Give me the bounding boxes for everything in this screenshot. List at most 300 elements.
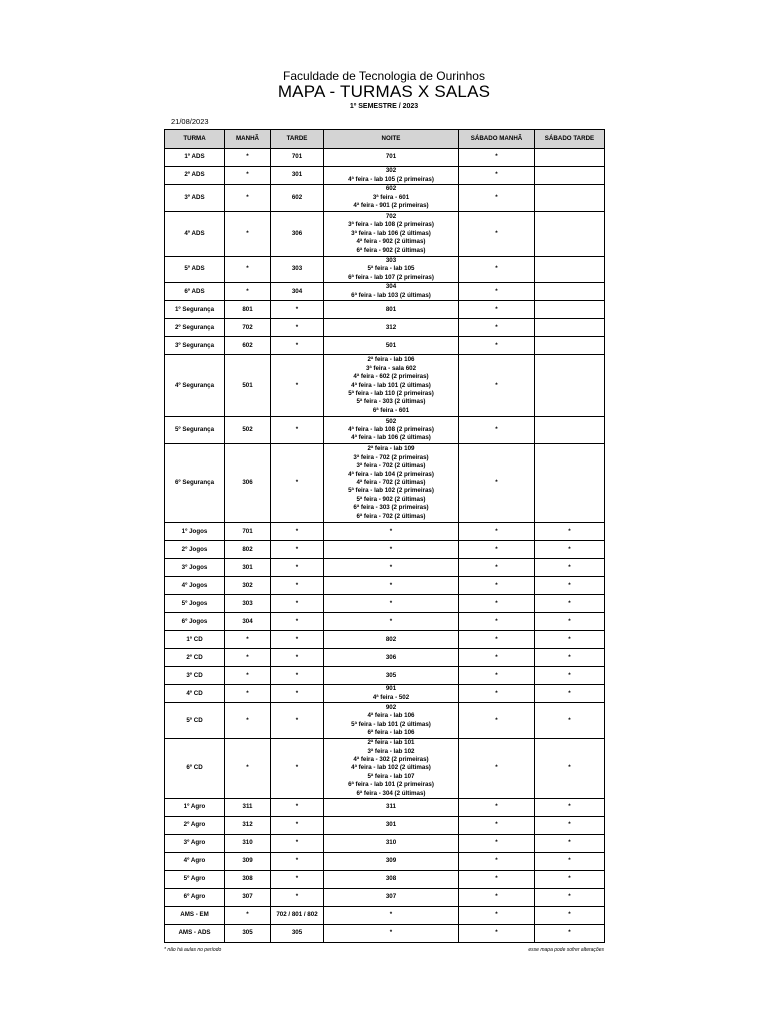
cell-noite <box>324 577 459 595</box>
cell-sabado-tarde: * <box>535 541 605 559</box>
cell-manha: * <box>225 212 271 257</box>
table-row <box>165 925 605 943</box>
document-date: 21/08/2023 <box>171 117 209 126</box>
cell-turma: 6º Agro <box>165 889 225 907</box>
table-row <box>165 853 605 871</box>
noite-line: 5ª feira - 902 (2 últimas) <box>356 495 426 503</box>
cell-tarde: 305 <box>271 925 324 943</box>
cell-sabado-manha: * <box>459 337 535 355</box>
noite-line: 801 <box>385 305 397 313</box>
cell-sabado-tarde: * <box>535 871 605 889</box>
cell-tarde: * <box>271 577 324 595</box>
cell-tarde: * <box>271 559 324 577</box>
cell-sabado-tarde <box>535 319 605 337</box>
cell-manha: 309 <box>225 853 271 871</box>
table-row <box>165 523 605 541</box>
noite-line: 3ª feira - lab 108 (2 primeiras) <box>348 221 434 229</box>
cell-manha: * <box>225 685 271 703</box>
cell-manha: * <box>225 649 271 667</box>
cell-sabado-tarde <box>535 444 605 523</box>
cell-sabado-manha: * <box>459 444 535 523</box>
cell-sabado-manha: * <box>459 301 535 319</box>
institution-name: Faculdade de Tecnologia de Ourinhos <box>283 69 485 83</box>
cell-noite <box>324 799 459 817</box>
cell-manha: * <box>225 703 271 739</box>
cell-turma: 3º ADS <box>165 185 225 212</box>
table-row <box>165 799 605 817</box>
cell-tarde: * <box>271 541 324 559</box>
noite-line: 3ª feira - 702 (2 primeiras) <box>353 453 429 461</box>
noite-line: 2ª feira - lab 101 <box>367 739 415 747</box>
noite-line: 602 <box>385 185 397 193</box>
noite-line: 3ª feira - 702 (2 últimas) <box>356 462 426 470</box>
cell-noite <box>324 703 459 739</box>
cell-manha: 304 <box>225 613 271 631</box>
noite-line: 502 <box>385 417 397 425</box>
noite-line: 6ª feira - lab 103 (2 últimas) <box>351 291 431 299</box>
cell-noite <box>324 667 459 685</box>
cell-turma: AMS - ADS <box>165 925 225 943</box>
cell-sabado-tarde <box>535 337 605 355</box>
table-body <box>165 149 605 943</box>
cell-sabado-manha: * <box>459 649 535 667</box>
footnote-no-classes: * não há aulas no período <box>164 947 222 953</box>
cell-noite <box>324 853 459 871</box>
cell-sabado-manha: * <box>459 613 535 631</box>
table-row <box>165 444 605 523</box>
cell-manha: 602 <box>225 337 271 355</box>
cell-turma: 2º CD <box>165 649 225 667</box>
noite-line: 6ª feira - 601 <box>372 406 410 414</box>
cell-sabado-manha: * <box>459 417 535 444</box>
noite-line: * <box>389 599 393 607</box>
cell-noite <box>324 185 459 212</box>
cell-noite <box>324 417 459 444</box>
cell-manha: * <box>225 667 271 685</box>
cell-sabado-tarde: * <box>535 889 605 907</box>
cell-noite <box>324 907 459 925</box>
cell-sabado-tarde <box>535 301 605 319</box>
cell-sabado-tarde <box>535 212 605 257</box>
noite-line: 6ª feira - lab 107 (2 primeiras) <box>348 273 434 281</box>
cell-noite <box>324 523 459 541</box>
noite-line: 4ª feira - lab 106 (2 últimas) <box>351 434 431 442</box>
noite-line: 4ª feira - 502 <box>372 693 410 701</box>
cell-tarde: 303 <box>271 257 324 283</box>
noite-line: 4ª feira - 902 (2 últimas) <box>356 238 426 246</box>
table-row <box>165 337 605 355</box>
cell-sabado-tarde <box>535 149 605 167</box>
cell-sabado-manha: * <box>459 871 535 889</box>
cell-manha: 307 <box>225 889 271 907</box>
cell-tarde: * <box>271 301 324 319</box>
cell-noite <box>324 149 459 167</box>
table-row <box>165 257 605 283</box>
cell-tarde: 702 / 801 / 802 <box>271 907 324 925</box>
cell-sabado-tarde: * <box>535 835 605 853</box>
cell-sabado-tarde: * <box>535 631 605 649</box>
noite-line: 6ª feira - 902 (2 últimas) <box>356 246 426 254</box>
noite-line: 701 <box>385 153 397 161</box>
cell-turma: 1º Agro <box>165 799 225 817</box>
cell-turma: 6º Jogos <box>165 613 225 631</box>
cell-manha: 306 <box>225 444 271 523</box>
table-row <box>165 417 605 444</box>
cell-manha: * <box>225 907 271 925</box>
cell-turma: 2º ADS <box>165 167 225 185</box>
cell-sabado-manha: * <box>459 595 535 613</box>
noite-line: 4ª feira - 901 (2 primeiras) <box>353 202 429 210</box>
cell-sabado-tarde <box>535 167 605 185</box>
table-row <box>165 739 605 799</box>
table-row <box>165 703 605 739</box>
table-row <box>165 907 605 925</box>
cell-noite <box>324 444 459 523</box>
cell-sabado-manha: * <box>459 212 535 257</box>
cell-manha: * <box>225 185 271 212</box>
cell-manha: 501 <box>225 355 271 417</box>
cell-sabado-manha: * <box>459 319 535 337</box>
noite-line: * <box>389 911 393 919</box>
cell-noite <box>324 212 459 257</box>
noite-line: 301 <box>385 821 397 829</box>
cell-tarde: * <box>271 444 324 523</box>
table-row <box>165 889 605 907</box>
table-row <box>165 541 605 559</box>
noite-line: 3ª feira - lab 106 (2 últimas) <box>351 229 431 237</box>
noite-line: 901 <box>385 685 397 693</box>
cell-turma: 4º ADS <box>165 212 225 257</box>
table-row <box>165 319 605 337</box>
noite-line: 309 <box>385 857 397 865</box>
noite-line: 4ª feira - lab 108 (2 primeiras) <box>348 426 434 434</box>
cell-sabado-manha: * <box>459 739 535 799</box>
cell-turma: 5º CD <box>165 703 225 739</box>
column-header-turma: TURMA <box>165 130 225 149</box>
cell-manha: 310 <box>225 835 271 853</box>
noite-line: 3ª feira - sala 602 <box>365 364 417 372</box>
cell-tarde: * <box>271 703 324 739</box>
cell-noite <box>324 739 459 799</box>
table-row <box>165 631 605 649</box>
cell-sabado-manha: * <box>459 799 535 817</box>
noite-line: 3ª feira - 601 <box>372 193 410 201</box>
noite-line: * <box>389 581 393 589</box>
table-row <box>165 301 605 319</box>
noite-line: 6ª feira - 702 (2 últimas) <box>356 512 426 520</box>
noite-line: * <box>389 563 393 571</box>
page-title: MAPA - TURMAS X SALAS <box>277 82 491 101</box>
cell-noite <box>324 337 459 355</box>
cell-noite <box>324 319 459 337</box>
cell-manha: 305 <box>225 925 271 943</box>
cell-noite <box>324 889 459 907</box>
noite-line: 6ª feira - 304 (2 últimas) <box>356 789 426 797</box>
cell-sabado-tarde: * <box>535 739 605 799</box>
cell-tarde: 701 <box>271 149 324 167</box>
cell-tarde: 306 <box>271 212 324 257</box>
cell-noite <box>324 257 459 283</box>
cell-turma: 3º Jogos <box>165 559 225 577</box>
cell-turma: 6º CD <box>165 739 225 799</box>
cell-turma: 1º Segurança <box>165 301 225 319</box>
noite-line: 501 <box>385 341 397 349</box>
cell-manha: 308 <box>225 871 271 889</box>
cell-tarde: * <box>271 889 324 907</box>
table-row <box>165 649 605 667</box>
cell-noite <box>324 595 459 613</box>
cell-sabado-manha: * <box>459 167 535 185</box>
table-row <box>165 613 605 631</box>
cell-noite <box>324 649 459 667</box>
noite-line: 5ª feira - lab 101 (2 últimas) <box>351 720 431 728</box>
cell-noite <box>324 925 459 943</box>
table-row <box>165 595 605 613</box>
noite-line: * <box>389 545 393 553</box>
noite-line: 5ª feira - lab 107 <box>367 772 415 780</box>
cell-sabado-tarde: * <box>535 925 605 943</box>
cell-manha: 302 <box>225 577 271 595</box>
noite-line: 2ª feira - lab 106 <box>367 356 415 364</box>
cell-turma: 4º Agro <box>165 853 225 871</box>
cell-sabado-manha: * <box>459 853 535 871</box>
noite-line: 902 <box>385 703 397 711</box>
cell-tarde: * <box>271 667 324 685</box>
noite-line: 306 <box>385 653 397 661</box>
noite-line: 702 <box>385 212 397 220</box>
cell-manha: 701 <box>225 523 271 541</box>
table-row <box>165 149 605 167</box>
cell-tarde: * <box>271 649 324 667</box>
table-row <box>165 185 605 212</box>
column-header-noite: NOITE <box>324 130 459 149</box>
table-row <box>165 559 605 577</box>
cell-tarde: * <box>271 853 324 871</box>
cell-turma: 3º Segurança <box>165 337 225 355</box>
column-header-manha: MANHÃ <box>225 130 271 149</box>
cell-sabado-tarde: * <box>535 559 605 577</box>
table-row <box>165 685 605 703</box>
cell-tarde: * <box>271 337 324 355</box>
cell-sabado-tarde: * <box>535 853 605 871</box>
noite-line: 302 <box>385 167 397 175</box>
cell-sabado-manha: * <box>459 185 535 212</box>
cell-manha: * <box>225 257 271 283</box>
cell-noite <box>324 301 459 319</box>
cell-turma: 6º Segurança <box>165 444 225 523</box>
cell-noite <box>324 559 459 577</box>
cell-sabado-manha: * <box>459 631 535 649</box>
cell-sabado-manha: * <box>459 925 535 943</box>
cell-turma: 4º Jogos <box>165 577 225 595</box>
noite-line: 303 <box>385 257 397 264</box>
cell-sabado-manha: * <box>459 541 535 559</box>
cell-manha: 802 <box>225 541 271 559</box>
cell-sabado-manha: * <box>459 283 535 301</box>
cell-tarde: 602 <box>271 185 324 212</box>
cell-turma: 5º Jogos <box>165 595 225 613</box>
cell-sabado-tarde: * <box>535 649 605 667</box>
cell-manha: 312 <box>225 817 271 835</box>
cell-tarde: * <box>271 417 324 444</box>
noite-line: 312 <box>385 323 397 331</box>
noite-line: 4ª feira - lab 106 <box>367 712 415 720</box>
noite-line: 2ª feira - lab 109 <box>367 445 415 453</box>
cell-sabado-tarde: * <box>535 613 605 631</box>
cell-sabado-tarde: * <box>535 817 605 835</box>
cell-sabado-manha: * <box>459 523 535 541</box>
cell-tarde: * <box>271 835 324 853</box>
cell-sabado-tarde: * <box>535 799 605 817</box>
column-header-sabado-tarde: SÁBADO TARDE <box>535 130 605 149</box>
cell-turma: 2º Agro <box>165 817 225 835</box>
table-row <box>165 212 605 257</box>
table-row <box>165 577 605 595</box>
column-header-tarde: TARDE <box>271 130 324 149</box>
cell-manha: 303 <box>225 595 271 613</box>
noite-line: 6ª feira - lab 106 <box>367 729 415 737</box>
cell-noite <box>324 541 459 559</box>
column-header-sabado-manha: SÁBADO MANHÃ <box>459 130 535 149</box>
cell-sabado-tarde <box>535 417 605 444</box>
cell-sabado-manha: * <box>459 257 535 283</box>
cell-turma: 5º Segurança <box>165 417 225 444</box>
cell-sabado-manha: * <box>459 577 535 595</box>
cell-tarde: * <box>271 523 324 541</box>
cell-noite <box>324 685 459 703</box>
noite-line: 311 <box>386 803 396 811</box>
rooms-table <box>164 129 605 943</box>
cell-turma: 1º Jogos <box>165 523 225 541</box>
cell-sabado-manha: * <box>459 817 535 835</box>
table-header-row <box>165 130 605 149</box>
noite-line: 305 <box>385 671 397 679</box>
cell-noite <box>324 355 459 417</box>
cell-manha: 801 <box>225 301 271 319</box>
cell-sabado-tarde: * <box>535 907 605 925</box>
cell-turma: 4º CD <box>165 685 225 703</box>
cell-tarde: 304 <box>271 283 324 301</box>
cell-sabado-tarde: * <box>535 577 605 595</box>
cell-sabado-manha: * <box>459 907 535 925</box>
cell-manha: 502 <box>225 417 271 444</box>
cell-turma: 3º CD <box>165 667 225 685</box>
cell-tarde: * <box>271 871 324 889</box>
noite-line: 4ª feira - lab 105 (2 primeiras) <box>348 175 434 183</box>
cell-tarde: * <box>271 595 324 613</box>
cell-sabado-manha: * <box>459 355 535 417</box>
cell-manha: * <box>225 167 271 185</box>
cell-tarde: * <box>271 799 324 817</box>
table-row <box>165 167 605 185</box>
table-row <box>165 355 605 417</box>
table-row <box>165 283 605 301</box>
cell-turma: 6º ADS <box>165 283 225 301</box>
cell-noite <box>324 871 459 889</box>
cell-noite <box>324 613 459 631</box>
cell-manha: * <box>225 739 271 799</box>
semester-label: 1º SEMESTRE / 2023 <box>349 103 419 110</box>
cell-turma: 4º Segurança <box>165 355 225 417</box>
cell-sabado-manha: * <box>459 835 535 853</box>
cell-tarde: * <box>271 685 324 703</box>
cell-sabado-tarde <box>535 185 605 212</box>
cell-sabado-tarde <box>535 257 605 283</box>
cell-tarde: * <box>271 613 324 631</box>
noite-line: 308 <box>385 875 397 883</box>
cell-sabado-manha: * <box>459 703 535 739</box>
table-row <box>165 667 605 685</box>
cell-noite <box>324 817 459 835</box>
cell-tarde: * <box>271 817 324 835</box>
noite-line: 4ª feira - lab 102 (2 últimas) <box>351 764 431 772</box>
noite-line: 4ª feira - 602 (2 primeiras) <box>353 373 429 381</box>
noite-line: 4ª feira - lab 104 (2 primeiras) <box>348 470 434 478</box>
cell-sabado-tarde: * <box>535 667 605 685</box>
cell-manha: 702 <box>225 319 271 337</box>
cell-noite <box>324 167 459 185</box>
noite-line: 307 <box>385 893 397 901</box>
cell-sabado-manha: * <box>459 889 535 907</box>
cell-sabado-tarde: * <box>535 595 605 613</box>
cell-manha: * <box>225 631 271 649</box>
cell-sabado-manha: * <box>459 685 535 703</box>
cell-turma: AMS - EM <box>165 907 225 925</box>
noite-line: 304 <box>385 283 397 291</box>
cell-tarde: * <box>271 739 324 799</box>
cell-turma: 3º Agro <box>165 835 225 853</box>
cell-manha: 311 <box>225 799 271 817</box>
cell-tarde: 301 <box>271 167 324 185</box>
noite-line: 310 <box>385 839 397 847</box>
noite-line: * <box>389 617 393 625</box>
cell-sabado-manha: * <box>459 559 535 577</box>
cell-turma: 1º ADS <box>165 149 225 167</box>
noite-line: 802 <box>385 635 397 643</box>
cell-noite <box>324 631 459 649</box>
cell-turma: 5º Agro <box>165 871 225 889</box>
cell-noite <box>324 283 459 301</box>
cell-tarde: * <box>271 319 324 337</box>
cell-sabado-tarde: * <box>535 523 605 541</box>
cell-turma: 5º ADS <box>165 257 225 283</box>
table-row <box>165 835 605 853</box>
noite-line: 4ª feira - lab 101 (2 últimas) <box>351 381 431 389</box>
footnote-subject-to-change: esse mapa pode sofrer alterações <box>528 947 604 953</box>
noite-line: 5ª feira - lab 105 <box>367 265 415 273</box>
cell-turma: 1º CD <box>165 631 225 649</box>
cell-sabado-tarde: * <box>535 685 605 703</box>
noite-line: * <box>389 929 393 937</box>
cell-manha: * <box>225 149 271 167</box>
cell-turma: 2º Jogos <box>165 541 225 559</box>
cell-sabado-tarde <box>535 355 605 417</box>
noite-line: 5ª feira - lab 110 (2 primeiras) <box>348 389 434 397</box>
noite-line: 6ª feira - lab 101 (2 primeiras) <box>348 781 434 789</box>
noite-line: 4ª feira - 302 (2 primeiras) <box>353 756 429 764</box>
cell-sabado-manha: * <box>459 149 535 167</box>
noite-line: 6ª feira - 303 (2 primeiras) <box>353 504 429 512</box>
noite-line: 3ª feira - lab 102 <box>367 747 415 755</box>
table-row <box>165 817 605 835</box>
noite-line: 4ª feira - 702 (2 últimas) <box>356 479 426 487</box>
noite-line: 5ª feira - 303 (2 últimas) <box>356 398 426 406</box>
cell-sabado-tarde: * <box>535 703 605 739</box>
cell-tarde: * <box>271 631 324 649</box>
cell-noite <box>324 835 459 853</box>
cell-manha: 301 <box>225 559 271 577</box>
cell-sabado-tarde <box>535 283 605 301</box>
